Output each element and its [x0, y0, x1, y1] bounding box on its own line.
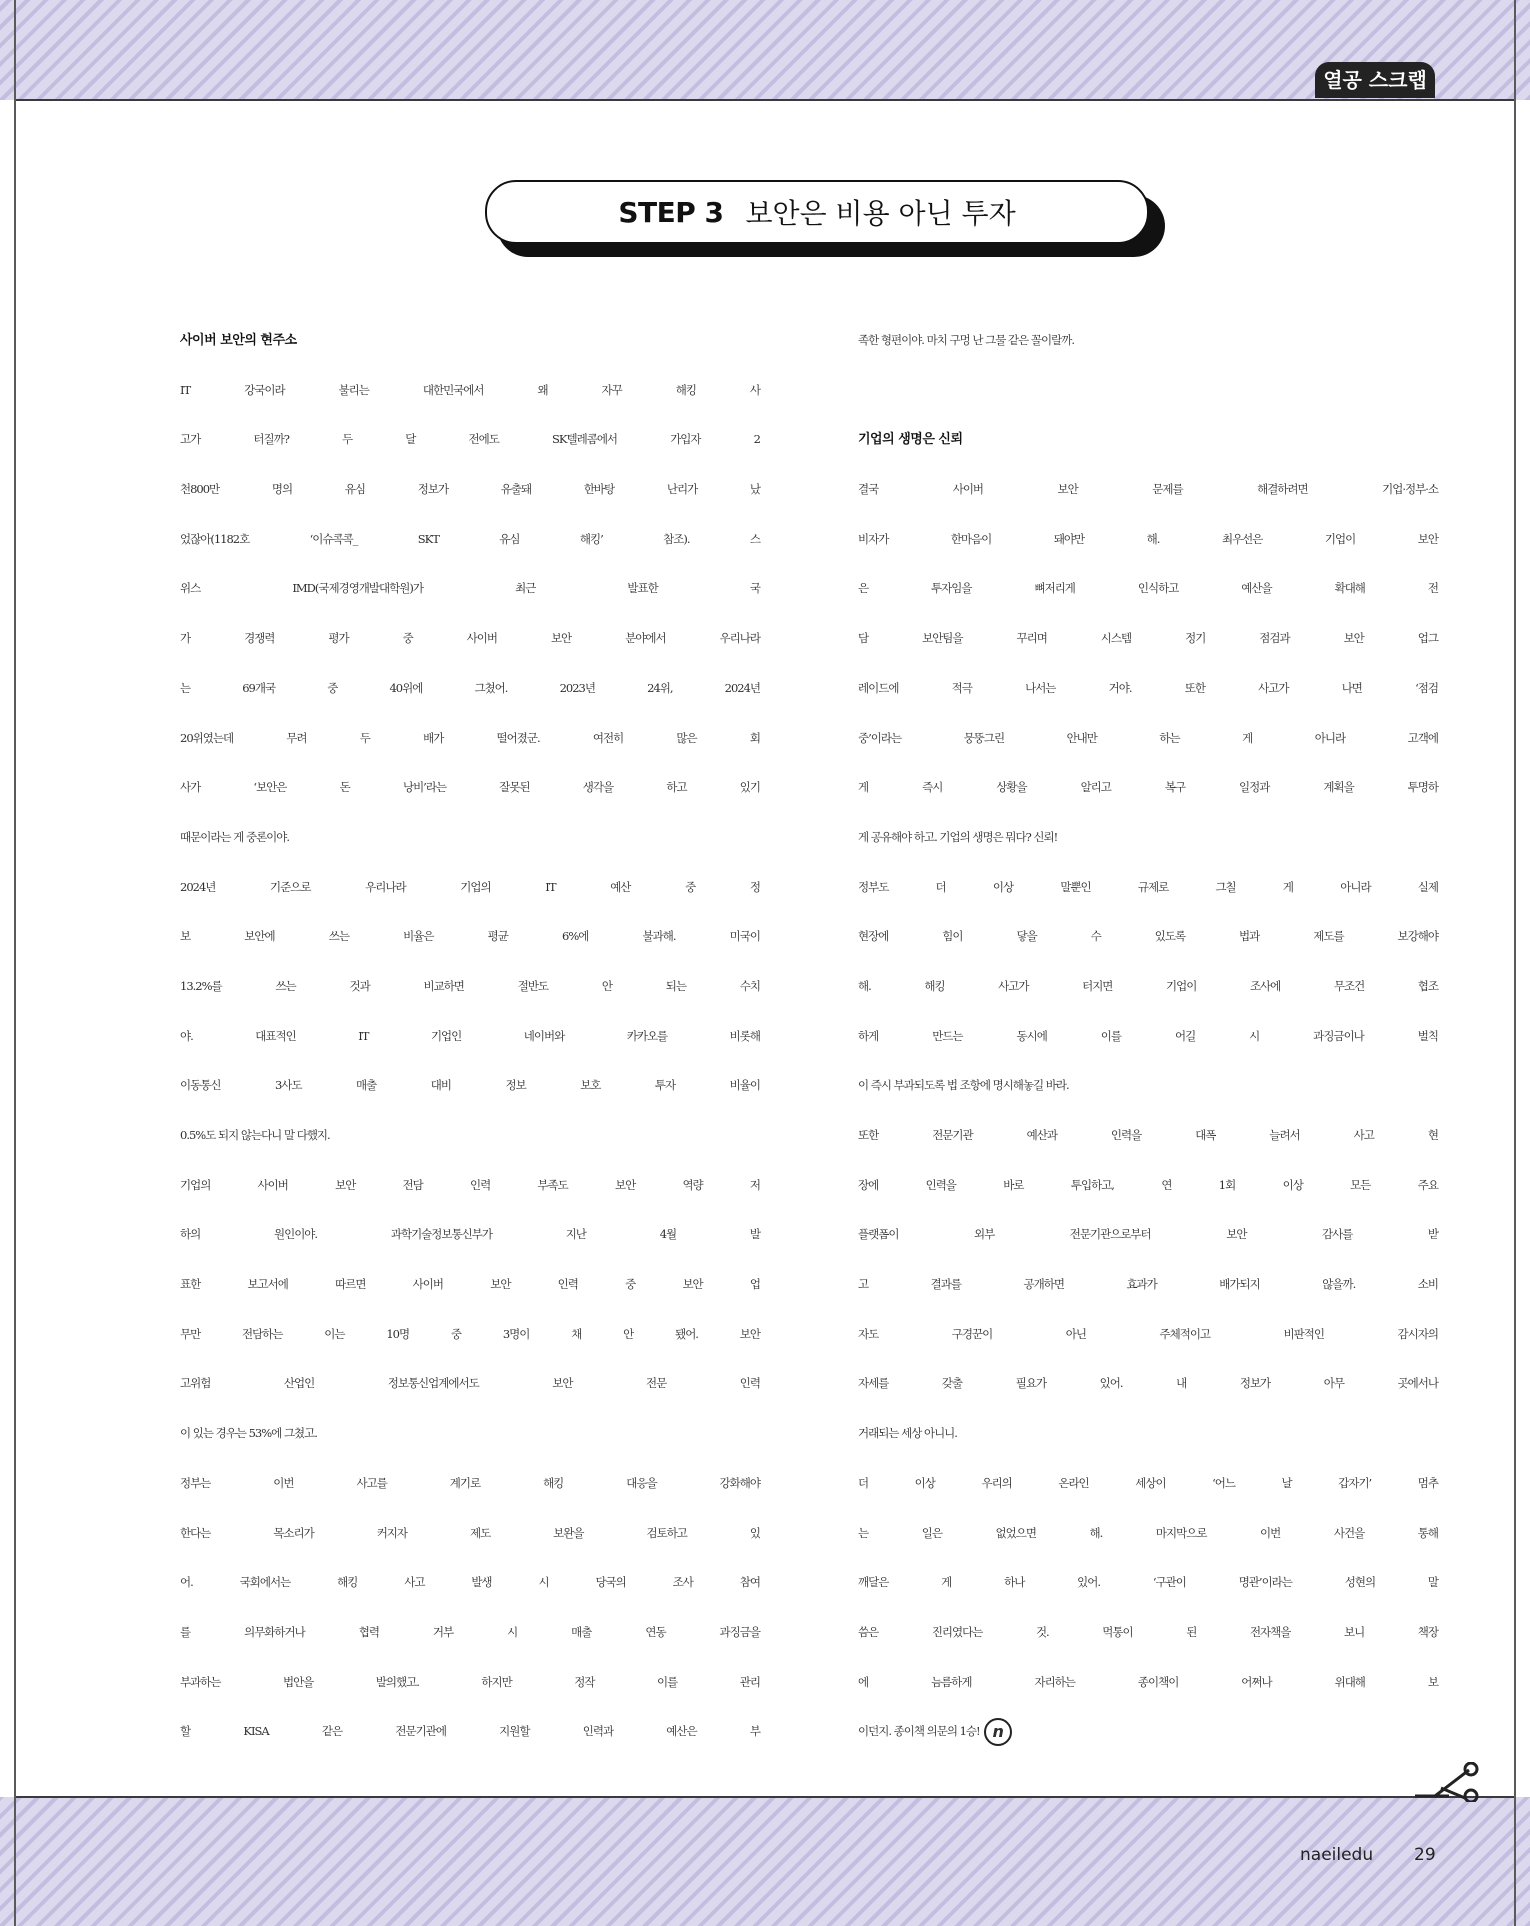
line-text: 야. 대표적인 IT 기업인 네이버와 카카오를 비롯해	[180, 1028, 760, 1043]
body-text-line	[180, 1359, 760, 1409]
body-text-line	[858, 1161, 1438, 1211]
body-text-line	[180, 962, 760, 1012]
body-text-line	[180, 1210, 760, 1260]
body-text-line	[180, 863, 760, 913]
body-text-line	[858, 1210, 1438, 1260]
body-text-line	[180, 1310, 760, 1360]
body-text-line	[180, 1012, 760, 1062]
body-text-line	[180, 1161, 760, 1211]
top-decorative-stripe	[0, 0, 1530, 100]
body-text-line	[858, 714, 1438, 764]
body-text-line	[858, 863, 1438, 913]
line-text: 자세를 갖출 필요가 있어. 내 정보가 아무 곳에서나	[858, 1376, 1438, 1391]
body-text-line	[858, 1509, 1438, 1559]
body-text-line	[180, 1459, 760, 1509]
body-text-line	[180, 1707, 760, 1757]
line-text: 에 늠름하게 자리하는 종이책이 어쩌나 위대해 보	[858, 1674, 1438, 1689]
bottom-divider	[16, 1796, 1514, 1798]
body-text-line	[180, 366, 760, 416]
line-text: 중’이라는 뭉뚱그린 안내만 하는 게 아니라 고객에	[858, 730, 1438, 745]
body-text-line	[180, 614, 760, 664]
line-text: 깨달은 게 하나 있어. ‘구관이 명관’이라는 성현의 말	[858, 1575, 1438, 1590]
line-text: 기업의 생명은 신뢰	[858, 432, 963, 448]
line-text: 는 일은 없었으면 해. 마지막으로 이번 사건을 통해	[858, 1525, 1438, 1540]
line-text: 때문이라는 게 중론이야.	[180, 829, 290, 844]
body-text-line	[858, 912, 1438, 962]
step-title: 보안은 비용 아닌 투자	[745, 197, 1016, 230]
line-text: 13.2%를 쓰는 것과 비교하면 절반도 안 되는 수치	[180, 978, 760, 993]
line-text: 정부는 이번 사고를 계기로 해킹 대응을 강화해야	[180, 1475, 760, 1490]
line-text: 정부도 더 이상 말뿐인 규제로 그칠 게 아니라 실제	[858, 879, 1438, 894]
body-text-line	[858, 1459, 1438, 1509]
line-text: 를 의무화하거나 협력 거부 시 매출 연동 과징금을	[180, 1624, 760, 1639]
right-column	[858, 316, 1438, 1757]
scissors-icon	[1415, 1762, 1481, 1802]
line-text: 이던지. 종이책 의문의 1승!	[858, 1724, 980, 1739]
left-column	[180, 316, 760, 1757]
left-border-line	[14, 0, 16, 1926]
body-text-line	[858, 1558, 1438, 1608]
line-text: 천800만 명의 유심 정보가 유출돼 한바탕 난리가 났	[180, 482, 760, 497]
body-text-line	[180, 1658, 760, 1708]
line-text: 족한 형편이야. 마치 구멍 난 그물 같은 꼴이랄까.	[858, 333, 1074, 347]
line-text: 더 이상 우리의 온라인 세상이 ‘어느 날 갑자기’ 멈추	[858, 1475, 1438, 1490]
body-text-line	[180, 664, 760, 714]
body-text-line	[858, 614, 1438, 664]
line-text: 하의 원인이야. 과학기술정보통신부가 지난 4월 발	[180, 1227, 760, 1242]
body-text-line	[180, 1558, 760, 1608]
line-text: 해. 해킹 사고가 터지면 기업이 조사에 무조건 협조	[858, 978, 1438, 993]
line-text: 또한 전문기관 예산과 인력을 대폭 늘려서 사고 현	[858, 1128, 1438, 1142]
body-text-line	[180, 1509, 760, 1559]
line-text: 게 공유해야 하고. 기업의 생명은 뭐다? 신뢰!	[858, 829, 1058, 844]
line-text: 담 보안팀을 꾸리며 시스템 정기 점검과 보안 업그	[858, 631, 1438, 646]
body-text-line	[180, 1260, 760, 1310]
line-text: 이 있는 경우는 53%에 그쳤고.	[180, 1426, 317, 1441]
body-text-line	[180, 912, 760, 962]
body-text-line	[858, 813, 1438, 863]
line-text: 20위였는데 무려 두 배가 떨어졌군. 여전히 많은 회	[180, 730, 760, 745]
line-text: 씀은 진리였다는 것. 먹통이 된 전자책을 보니 책장	[858, 1624, 1438, 1639]
line-text: 2024년 기준으로 우리나라 기업의 IT 예산 중 정	[180, 879, 760, 894]
blank-line	[858, 366, 1438, 416]
line-text: 이 즉시 부과되도록 법 조항에 명시해놓길 바라.	[858, 1078, 1069, 1093]
line-text: 결국 사이버 보안 문제를 해결하려면 기업·정부·소	[858, 482, 1438, 497]
section-tag: 열공 스크랩	[1315, 62, 1435, 98]
line-text: 고 결과를 공개하면 효과가 배가되지 않을까. 소비	[858, 1277, 1438, 1292]
line-text: 사가 ‘보안은 돈 낭비’라는 잘못된 생각을 하고 있기	[180, 780, 760, 795]
body-text-line	[858, 1608, 1438, 1658]
body-text-line	[858, 1310, 1438, 1360]
body-text-line	[180, 415, 760, 465]
body-text-line	[858, 564, 1438, 614]
line-text: 장에 인력을 바로 투입하고, 연 1회 이상 모든 주요	[858, 1177, 1438, 1192]
line-text: 었잖아(1182호 ‘이슈콕콕_ SKT 유심 해킹’ 참조). 스	[180, 531, 760, 546]
step-banner	[485, 180, 1149, 244]
line-text: 할 KISA 같은 전문기관에 지원할 인력과 예산은 부	[180, 1724, 760, 1739]
line-text: 가 경쟁력 평가 중 사이버 보안 분야에서 우리나라	[180, 631, 760, 646]
body-text-line	[180, 564, 760, 614]
body-text-line	[858, 664, 1438, 714]
body-text-line	[858, 1061, 1438, 1111]
body-text-line	[180, 813, 760, 863]
line-text: 거래되는 세상 아니니.	[858, 1426, 957, 1441]
line-text: 비자가 한마음이 돼야만 해. 최우선은 기업이 보안	[858, 531, 1438, 546]
line-text: 플랫폼이 외부 전문기관으로부터 보안 감사를 받	[858, 1227, 1438, 1242]
page-number: 29	[1414, 1845, 1436, 1865]
body-text-line	[858, 1707, 1438, 1757]
body-text-line	[180, 1409, 760, 1459]
line-text: 는 69개국 중 40위에 그쳤어. 2023년 24위, 2024년	[180, 680, 760, 695]
body-text-line	[180, 1111, 760, 1161]
line-text: 자도 구경꾼이 아닌 주체적이고 비판적인 감시자의	[858, 1326, 1438, 1341]
right-border-line	[1514, 0, 1516, 1926]
body-text-line	[180, 465, 760, 515]
body-text-line	[180, 714, 760, 764]
line-text: 사이버 보안의 현주소	[180, 333, 297, 348]
body-text-line	[858, 1359, 1438, 1409]
body-text-line	[858, 1260, 1438, 1310]
line-text: IT 강국이라 불리는 대한민국에서 왜 자꾸 해킹 사	[180, 382, 760, 397]
line-text: 0.5%도 되지 않는다니 말 다했지.	[180, 1128, 330, 1142]
body-text-line	[180, 1608, 760, 1658]
line-text: 부과하는 법안을 발의했고. 하지만 정작 이를 관리	[180, 1674, 760, 1689]
body-text-line	[858, 1111, 1438, 1161]
line-text: 무만 전담하는 이는 10명 중 3명이 채 안 됐어. 보안	[180, 1326, 760, 1341]
line-text: 레이드에 적극 나서는 거야. 또한 사고가 나면 ‘점검	[858, 680, 1438, 695]
footer-brand: naeiledu	[1300, 1845, 1374, 1865]
body-text-line	[858, 962, 1438, 1012]
line-text: 게 즉시 상황을 알리고 복구 일정과 계획을 투명하	[858, 780, 1438, 795]
body-text-line	[858, 1409, 1438, 1459]
line-text: 하게 만드는 동시에 이를 어길 시 과징금이나 벌칙	[858, 1028, 1438, 1043]
body-text-line	[180, 1061, 760, 1111]
line-text: 고위험 산업인 정보통신업계에서도 보안 전문 인력	[180, 1376, 760, 1391]
line-text: 어. 국회에서는 해킹 사고 발생 시 당국의 조사 참여	[180, 1575, 760, 1590]
body-text-line	[858, 763, 1438, 813]
line-text: 현장에 힘이 닿을 수 있도록 법과 제도를 보강해야	[858, 929, 1438, 944]
body-text-line	[858, 316, 1438, 366]
section-heading	[180, 316, 760, 366]
line-text: 고가 터질까? 두 달 전에도 SK텔레콤에서 가입자 2	[180, 432, 760, 447]
body-text-line	[180, 763, 760, 813]
line-text: 표한 보고서에 따르면 사이버 보안 인력 중 보안 업	[180, 1277, 760, 1292]
line-text: 보 보안에 쓰는 비율은 평균 6%에 불과해. 미국이	[180, 929, 760, 944]
line-text: 한다는 목소리가 커지자 제도 보완을 검토하고 있	[180, 1525, 760, 1540]
top-divider	[16, 99, 1514, 101]
end-mark-icon: n	[984, 1718, 1012, 1746]
body-text-line	[858, 1012, 1438, 1062]
line-text: 위스 IMD(국제경영개발대학원)가 최근 발표한 국	[180, 581, 760, 596]
step-number: STEP 3	[618, 195, 724, 229]
line-text: 은 투자임을 뼈저리게 인식하고 예산을 확대해 전	[858, 581, 1438, 596]
line-text: 이동통신 3사도 매출 대비 정보 보호 투자 비율이	[180, 1078, 760, 1093]
line-text: 기업의 사이버 보안 전담 인력 부족도 보안 역량 저	[180, 1177, 760, 1192]
body-text-line	[858, 465, 1438, 515]
body-text-line	[180, 515, 760, 565]
section-heading	[858, 415, 1438, 465]
body-text-line	[858, 515, 1438, 565]
body-text-line	[858, 1658, 1438, 1708]
